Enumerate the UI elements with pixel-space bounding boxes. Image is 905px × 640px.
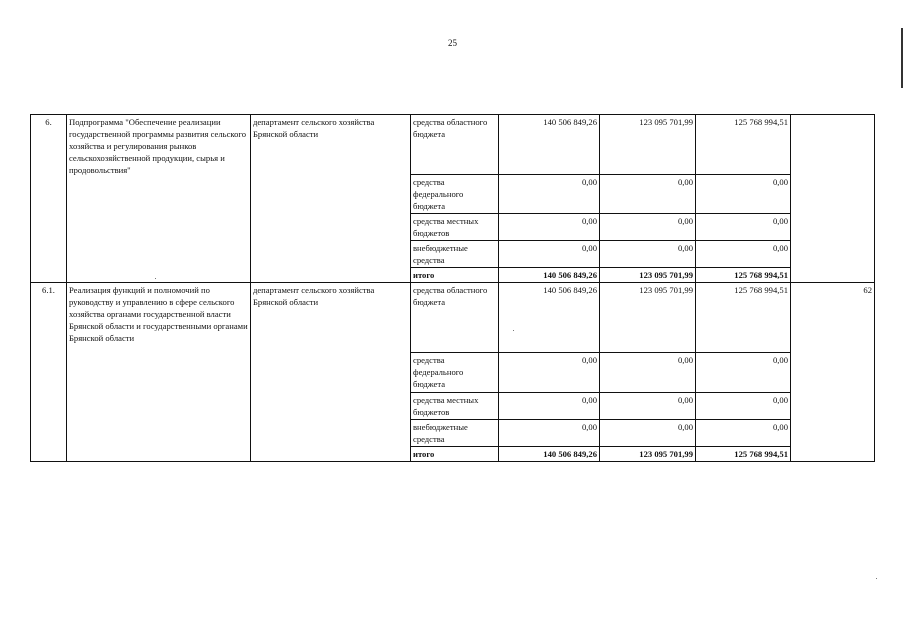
amount-year-2: 0,00 (600, 420, 696, 447)
executor: департамент сельского хозяйства Брянской области (251, 115, 411, 283)
funding-source: средства местных бюджетов (411, 393, 499, 420)
amount-year-1: 140 506 849,26 (499, 115, 600, 175)
funding-source-total: итого (411, 268, 499, 283)
amount-year-1: 0,00 (499, 175, 600, 214)
page-number: 25 (448, 38, 457, 48)
amount-year-2: 0,00 (600, 214, 696, 241)
amount-year-1: 0,00 (499, 393, 600, 420)
scan-edge-artifact (901, 28, 903, 88)
funding-source: средства федерального бюджета (411, 353, 499, 393)
funding-source: средства областного бюджета (411, 283, 499, 353)
row-number: 6. (31, 115, 67, 283)
indicator-ref: 62 (791, 283, 875, 462)
amount-year-2: 0,00 (600, 175, 696, 214)
amount-year-3: 0,00 (696, 241, 791, 268)
amount-year-3: 125 768 994,51 (696, 268, 791, 283)
amount-year-1: 0,00 (499, 241, 600, 268)
budget-table (30, 114, 875, 462)
amount-year-3: 125 768 994,51 (696, 283, 791, 353)
amount-year-3: 0,00 (696, 393, 791, 420)
indicator-ref (791, 115, 875, 283)
amount-year-3: 0,00 (696, 214, 791, 241)
amount-year-3: 125 768 994,51 (696, 115, 791, 175)
amount-year-2: 123 095 701,99 (600, 447, 696, 462)
amount-year-3: 0,00 (696, 175, 791, 214)
amount-year-3: 125 768 994,51 (696, 447, 791, 462)
funding-source-total: итого (411, 447, 499, 462)
amount-year-3: 0,00 (696, 420, 791, 447)
funding-source: средства областного бюджета (411, 115, 499, 175)
scan-dust (876, 578, 877, 579)
amount-year-1: 140 506 849,26 (499, 268, 600, 283)
amount-year-1: 140 506 849,26 (499, 447, 600, 462)
program-name: Реализация функций и полномочий по руководству и управлению в сфере сельского хозяйства органами государственной власти Брянской области и государственными органами Брянской области (67, 283, 251, 462)
amount-year-2: 123 095 701,99 (600, 283, 696, 353)
funding-source: средства местных бюджетов (411, 214, 499, 241)
amount-year-1: 0,00 (499, 353, 600, 393)
amount-year-2: 0,00 (600, 353, 696, 393)
table-row (31, 115, 875, 175)
table-row (31, 283, 875, 353)
row-number: 6.1. (31, 283, 67, 462)
amount-year-1: 0,00 (499, 420, 600, 447)
amount-year-2: 123 095 701,99 (600, 115, 696, 175)
amount-year-1: 0,00 (499, 214, 600, 241)
funding-source: внебюджетные средства (411, 420, 499, 447)
funding-source: внебюджетные средства (411, 241, 499, 268)
amount-year-3: 0,00 (696, 353, 791, 393)
program-name: Подпрограмма "Обеспечение реализации государственной программы развития сельского хозяйства и регулирования рынков сельскохозяйственной продукции, сырья и продовольствия" (67, 115, 251, 283)
executor: департамент сельского хозяйства Брянской области (251, 283, 411, 462)
amount-year-2: 0,00 (600, 241, 696, 268)
amount-year-1: 140 506 849,26 (499, 283, 600, 353)
amount-year-2: 0,00 (600, 393, 696, 420)
amount-year-2: 123 095 701,99 (600, 268, 696, 283)
funding-source: средства федерального бюджета (411, 175, 499, 214)
